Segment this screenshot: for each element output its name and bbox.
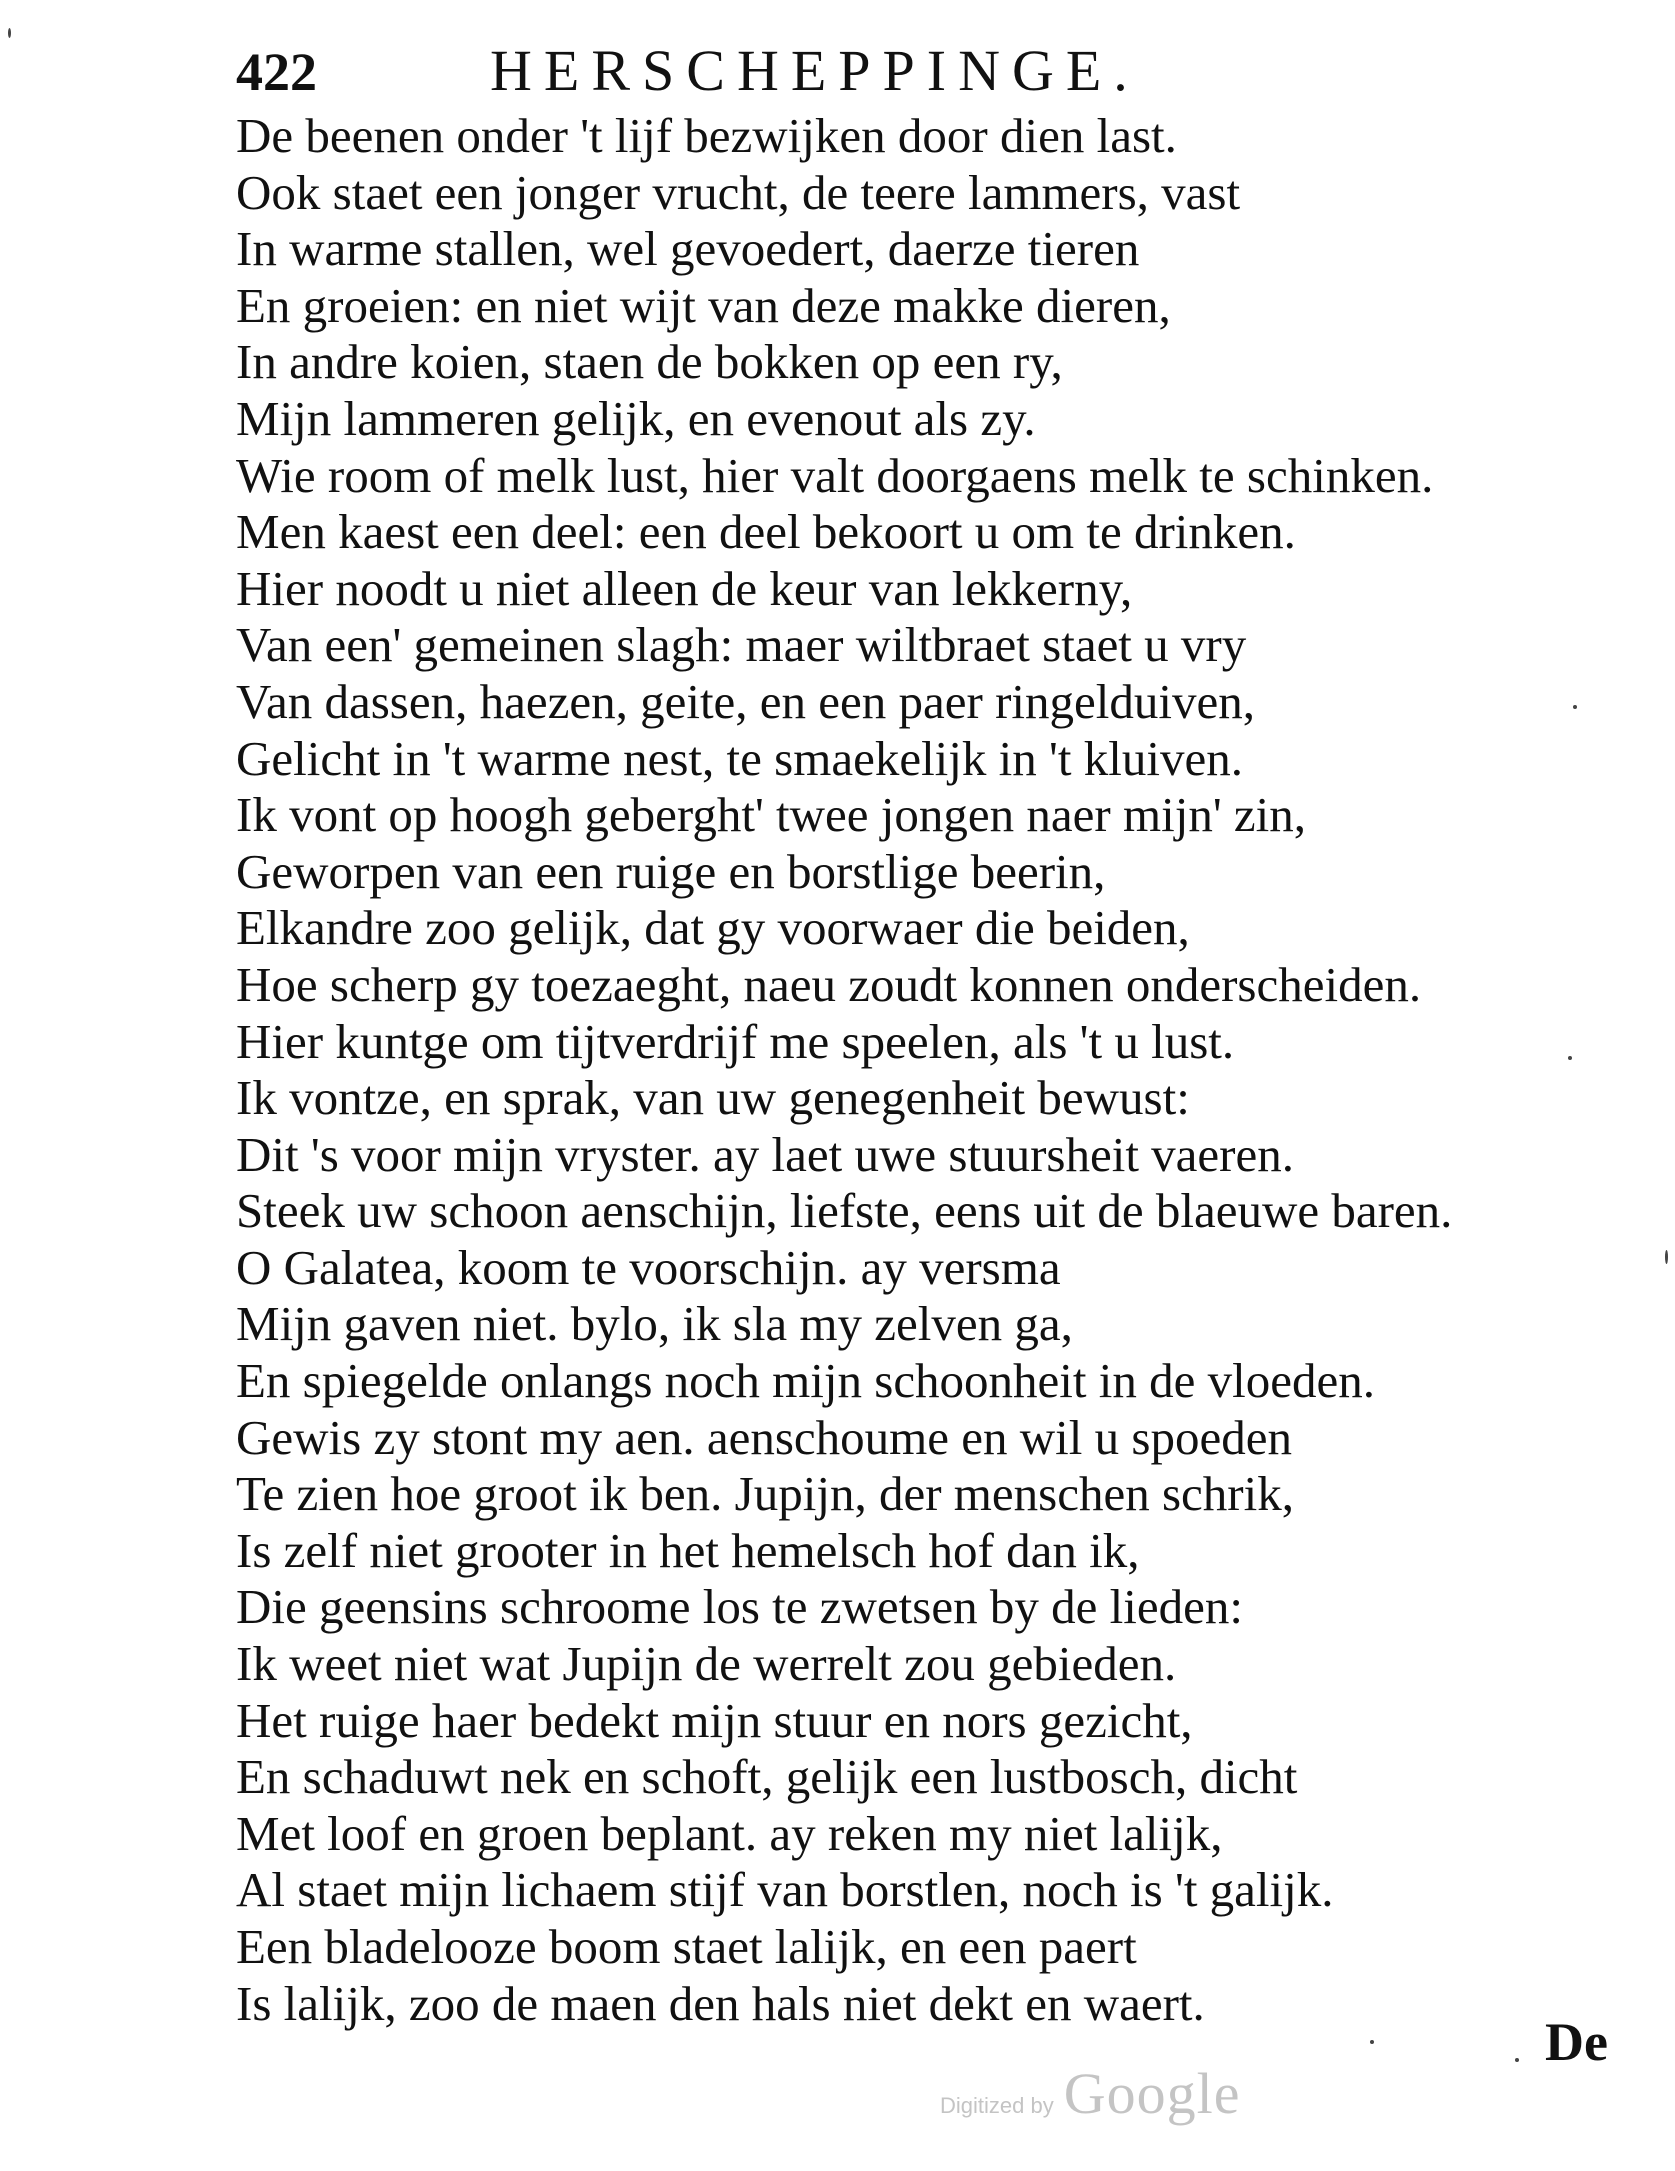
verse-line: En spiegelde onlangs noch mijn schoonheit in de vloeden. bbox=[236, 1353, 1376, 1409]
verse-line: Ik vontze, en sprak, van uw genegenheit bewust: bbox=[236, 1070, 1190, 1126]
verse-line: Geworpen van een ruige en borstlige beerin, bbox=[236, 843, 1106, 899]
verse-line: Ik weet niet wat Jupijn de werrelt zou gebieden. bbox=[236, 1636, 1177, 1692]
verse-line: Men kaest een deel: een deel bekoort u om te drinken. bbox=[236, 504, 1296, 560]
verse-line: Hier kuntge om tijtverdrijf me speelen, als 't u lust. bbox=[236, 1013, 1235, 1069]
verse-line: In andre koien, staen de bokken op een ry, bbox=[236, 334, 1063, 390]
verse-line: Ook staet een jonger vrucht, de teere lammers, vast bbox=[236, 164, 1241, 220]
verse-line: Al staet mijn lichaem stijf van borstlen, noch is 't galijk. bbox=[236, 1862, 1334, 1918]
catchword: De bbox=[1545, 2012, 1608, 2072]
ink-speck bbox=[1515, 2058, 1519, 2062]
running-head: HERSCHEPPINGE. bbox=[490, 38, 1140, 103]
verse-line: De beenen onder 't lijf bezwijken door dien last. bbox=[236, 108, 1177, 163]
verse-line: Gelicht in 't warme nest, te smaekelijk in 't kluiven. bbox=[236, 730, 1243, 786]
verse-line: Mijn lammeren gelijk, en evenout als zy. bbox=[236, 390, 1036, 446]
verse-line: Mijn gaven niet. bylo, ik sla my zelven ga, bbox=[236, 1296, 1073, 1352]
ink-speck bbox=[1665, 1250, 1668, 1264]
ink-speck bbox=[8, 28, 11, 38]
verse-line: Hier noodt u niet alleen de keur van lekkerny, bbox=[236, 560, 1133, 616]
verse-line: Steek uw schoon aenschijn, liefste, eens uit de blaeuwe baren. bbox=[236, 1183, 1453, 1239]
verse-line: Hoe scherp gy toezaeght, naeu zoudt konnen onderscheiden. bbox=[236, 956, 1422, 1012]
page-number: 422 bbox=[236, 42, 317, 102]
verse-line: O Galatea, koom te voorschijn. ay versma bbox=[236, 1239, 1061, 1295]
verse-line: Is lalijk, zoo de maen den hals niet dekt en waert. bbox=[236, 1975, 1205, 2031]
verse-line: Een bladelooze boom staet lalijk, en een paert bbox=[236, 1919, 1137, 1974]
verse-line: Te zien hoe groot ik ben. Jupijn, der menschen schrik, bbox=[236, 1466, 1294, 1522]
ink-speck bbox=[1370, 2040, 1374, 2044]
ink-speck bbox=[1573, 705, 1577, 709]
verse-line: Elkandre zoo gelijk, dat gy voorwaer die beiden, bbox=[236, 900, 1190, 956]
verse-line: Is zelf niet grooter in het hemelsch hof dan ik, bbox=[236, 1522, 1140, 1578]
ink-speck bbox=[1568, 1056, 1572, 1060]
verse-line: Met loof en groen beplant. ay reken my niet lalijk, bbox=[236, 1805, 1223, 1861]
verse-line: En groeien: en niet wijt van deze makke dieren, bbox=[236, 277, 1171, 333]
verse-line: Wie room of melk lust, hier valt doorgaens melk te schinken. bbox=[236, 447, 1434, 503]
verse-line: Van een' gemeinen slagh: maer wiltbraet staet u vry bbox=[236, 617, 1247, 673]
verse-line: Van dassen, haezen, geite, en een paer ringelduiven, bbox=[236, 673, 1256, 729]
verse-line: Dit 's voor mijn vryster. ay laet uwe stuursheit vaeren. bbox=[236, 1126, 1294, 1182]
verse-line: Het ruige haer bedekt mijn stuur en nors gezicht, bbox=[236, 1692, 1193, 1748]
google-logo: Google bbox=[1063, 2061, 1241, 2126]
digitized-watermark bbox=[940, 2060, 1240, 2127]
verse-line: En schaduwt nek en schoft, gelijk een lustbosch, dicht bbox=[236, 1749, 1298, 1805]
verse-line: Ik vont op hoogh geberght' twee jongen naer mijn' zin, bbox=[236, 787, 1307, 843]
verse-line: Die geensins schroome los te zwetsen by de lieden: bbox=[236, 1579, 1243, 1635]
digitized-by-label: Digitized by bbox=[940, 2093, 1054, 2118]
verse-block bbox=[236, 108, 1636, 2032]
verse-line: Gewis zy stont my aen. aenschoume en wil u spoeden bbox=[236, 1409, 1292, 1465]
verse-line: In warme stallen, wel gevoedert, daerze tieren bbox=[236, 221, 1140, 277]
